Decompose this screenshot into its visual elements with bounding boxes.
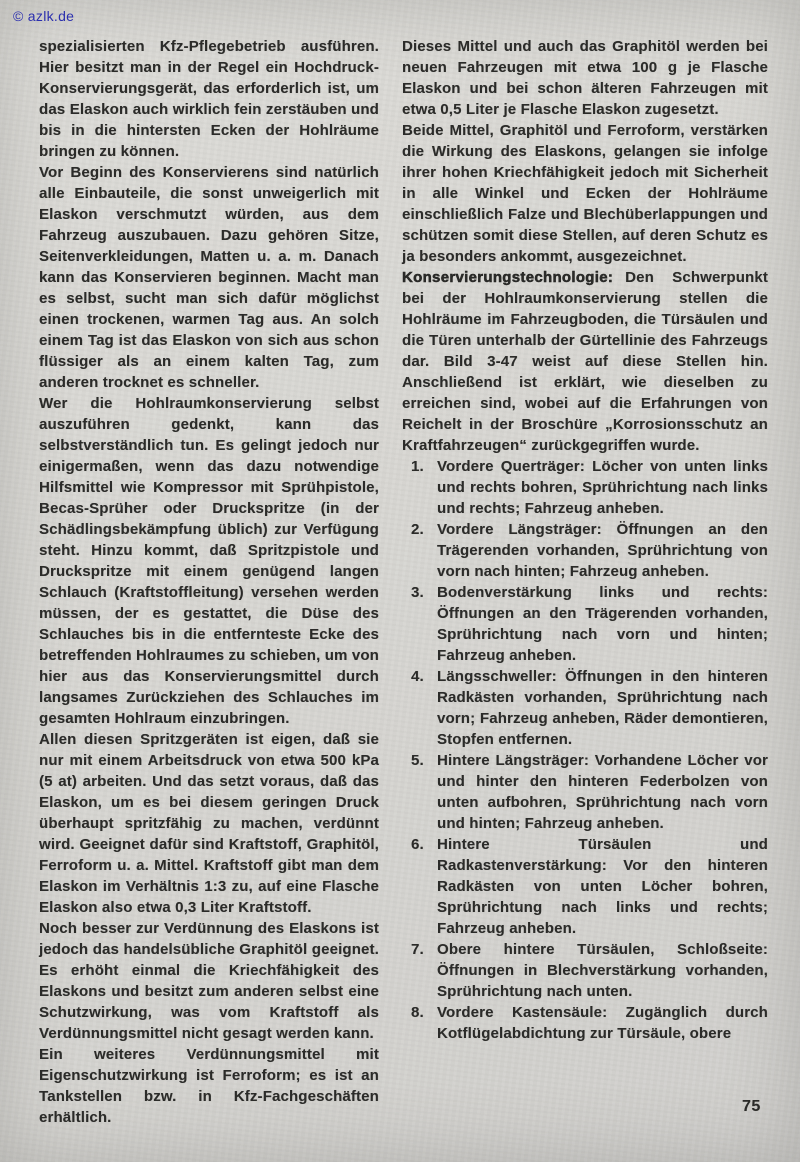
list-number: 3. [411,584,424,601]
list-number: 4. [411,668,424,685]
list-item [402,666,768,750]
list-item [402,939,768,1002]
list-text: Vordere Kastensäule: Zugänglich durch Kotflügelabdichtung zur Türsäule, obere [437,1004,768,1042]
section-text: Den Schwerpunkt bei der Hohlraumkonservierung stellen die Hohlräume im Fahrzeugboden, die Türsäulen und die Türen unterhalb der Gürtellinie des Fahrzeugs dar. Bild 3-47 weist auf diese Stellen hin. Anschließend ist erklärt, wie dieselben zu erreichen sind, wobei auf die Erfahrungen von Reichelt in der Broschüre „Korrosionsschutz an Kraftfahrzeugen“ zurückgegriffen wurde. [402,269,768,454]
left-column [39,36,379,1128]
paragraph: Dieses Mittel und auch das Graphitöl werden bei neuen Fahrzeugen mit etwa 100 g je Flasche Elaskon und bei schon älteren Fahrzeugen mit etwa 0,5 Liter je Flasche Elaskon zugesetzt. [402,38,768,118]
list-text: Vordere Längsträger: Öffnungen an den Trägerenden vorhanden, Sprührichtung von vorn nach hinten; Fahrzeug anheben. [437,521,768,580]
section-paragraph [402,267,768,456]
list-item [402,456,768,519]
list-text: Hintere Türsäulen und Radkastenverstärkung: Vor den hinteren Radkästen von unten Löcher bohren, Sprührichtung nach links und rechts; Fahrzeug anheben. [437,836,768,937]
list-text: Bodenverstärkung links und rechts: Öffnungen an den Trägerenden vorhanden, Sprührichtung nach vorn und hinten; Fahrzeug anheben. [437,584,768,664]
list-number: 5. [411,752,424,769]
numbered-list [402,456,768,1044]
right-column [402,36,768,1044]
list-number: 8. [411,1004,424,1021]
paragraph: Noch besser zur Verdünnung des Elaskons ist jedoch das handelsübliche Graphitöl geeignet. Es erhöht einmal die Kriechfähigkeit des Elaskons und besitzt zum anderen selbst eine Schutzwirkung, was vom Kraftstoff als Verdünnungsmittel nicht gesagt werden kann. [39,920,379,1042]
page-number: 75 [742,1098,761,1115]
list-item [402,750,768,834]
paragraph: spezialisierten Kfz-Pflegebetrieb ausführen. Hier besitzt man in der Regel ein Hochdruck-Konservierungsgerät, das erforderlich ist, um das Elaskon auch wirklich fein zerstäuben und bis in die hintersten Ecken der Hohlräume bringen zu können. [39,38,379,160]
list-text: Obere hintere Türsäulen, Schloßseite: Öffnungen in Blechverstärkung vorhanden, Sprührichtung nach unten. [437,941,768,1000]
paragraph: Allen diesen Spritzgeräten ist eigen, daß sie nur mit einem Arbeitsdruck von etwa 500 kPa (5 at) arbeiten. Und das setzt voraus, daß das Elaskon, um es bei diesem geringen Druck überhaupt spritzfähig zu machen, verdünnt wird. Geeignet dafür sind Kraftstoff, Graphitöl, Ferroform u. a. Mittel. Kraftstoff gibt man dem Elaskon im Verhältnis 1:3 zu, auf eine Flasche Elaskon also etwa 0,3 Liter Kraftstoff. [39,731,379,916]
watermark: © azlk.de [13,8,75,24]
list-number: 2. [411,521,424,538]
list-number: 1. [411,458,424,475]
paragraph: Beide Mittel, Graphitöl und Ferroform, verstärken die Wirkung des Elaskons, gelangen sie infolge ihrer hohen Kriechfähigkeit jedoch mit Sicherheit in alle Winkel und Ecken der Hohlräume einschließlich Falze und Blechüberlappungen und schützen somit diese Stellen, auf deren Schutz es ja besonders ankommt, ausgezeichnet. [402,122,768,265]
paragraph: Ein weiteres Verdünnungsmittel mit Eigenschutzwirkung ist Ferroform; es ist an Tankstellen bzw. in Kfz-Fachgeschäften erhältlich. [39,1046,379,1126]
list-item [402,582,768,666]
paragraph: Wer die Hohlraumkonservierung selbst auszuführen gedenkt, kann das selbstverständlich tun. Es gelingt jedoch nur einigermaßen, wenn das dazu notwendige Hilfsmittel wie Kompressor mit Sprühpistole, Becas-Sprüher oder Druckspritze (in der Schädlingsbekämpfung üblich) zur Verfügung steht. Hinzu kommt, daß Spritzpistole und Druckspritze mit einem genügend langen Schlauch (Kraftstoffleitung) versehen werden müssen, der es gestattet, die Düse des Schlauches bis in die entfernteste Ecke des betreffenden Hohlraumes zu schieben, um von hier aus das Konservierungsmittel durch langsames Zurückziehen des Schlauches im gesamten Hohlraum einzubringen. [39,395,379,727]
paragraph: Vor Beginn des Konservierens sind natürlich alle Einbauteile, die sonst unweigerlich mit Elaskon verschmutzt würden, aus dem Fahrzeug auszubauen. Dazu gehören Sitze, Seitenverkleidungen, Matten u. a. m. Danach kann das Konservieren beginnen. Macht man es selbst, sucht man sich dafür möglichst einen trockenen, warmen Tag aus. An solch einem Tag ist das Elaskon von sich aus schon flüssiger als an einem kalten Tag, zum anderen trocknet es schneller. [39,164,379,391]
list-text: Hintere Längsträger: Vorhandene Löcher vor und hinter den hinteren Federbolzen von unten aufbohren, Sprührichtung nach vorn und hinten; Fahrzeug anheben. [437,752,768,832]
list-number: 6. [411,836,424,853]
list-item [402,834,768,939]
list-number: 7. [411,941,424,958]
list-text: Längsschweller: Öffnungen in den hinteren Radkästen vorhanden, Sprührichtung nach vorn; Fahrzeug anheben, Räder demontieren, Stopfen entfernen. [437,668,768,748]
list-text: Vordere Querträger: Löcher von unten links und rechts bohren, Sprührichtung nach links und rechts; Fahrzeug anheben. [437,458,768,517]
section-heading: Konservierungstechnologie: [402,269,614,286]
list-item [402,1002,768,1044]
list-item [402,519,768,582]
